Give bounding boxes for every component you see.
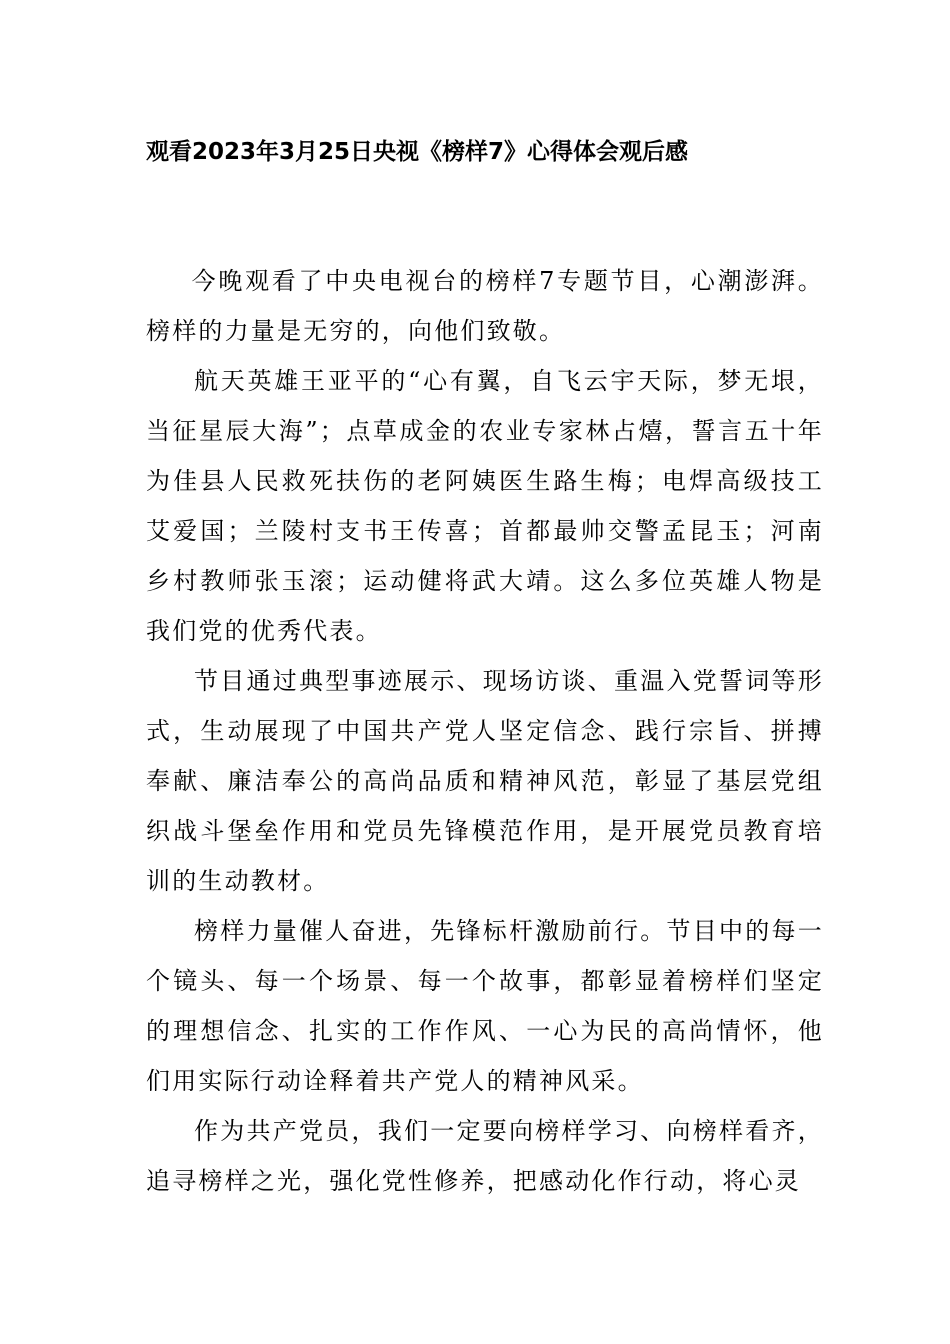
paragraph-4: 榜样力量催人奋进，先锋标杆激励前行。节目中的每一个镜头、每一个场景、每一个故事，都彰显着榜样们坚定的理想信念、扎实的工作作风、一心为民的高尚情怀，他们用实际行动诠释着共产党人的精神风采。 [146, 917, 824, 1095]
document-title: 观看2023年3月25日央视《榜样7》心得体会观后感 [146, 139, 689, 165]
paragraph-2: 航天英雄王亚平的“心有翼，自飞云宇天际，梦无垠，当征星辰大海”；点草成金的农业专家林占熺，誓言五十年为佳县人民救死扶伤的老阿姨医生路生梅；电焊高级技工艾爱国；兰陵村支书王传喜；首都最帅交警孟昆玉；河南乡村教师张玉滚；运动健将武大靖。这么多位英雄人物是我们党的优秀代表。 [146, 367, 824, 645]
paragraph-3: 节目通过典型事迹展示、现场访谈、重温入党誓词等形式，生动展现了中国共产党人坚定信念、践行宗旨、拼搏奉献、廉洁奉公的高尚品质和精神风范，彰显了基层党组织战斗堡垒作用和党员先锋模范作用，是开展党员教育培训的生动教材。 [146, 667, 824, 895]
paragraph-1: 今晚观看了中央电视台的榜样7专题节目，心潮澎湃。榜样的力量是无穷的，向他们致敬。 [146, 267, 824, 345]
document-body [146, 256, 824, 1206]
paragraph-5: 作为共产党员，我们一定要向榜样学习、向榜样看齐，追寻榜样之光，强化党性修养，把感动化作行动，将心灵 [146, 1117, 824, 1195]
